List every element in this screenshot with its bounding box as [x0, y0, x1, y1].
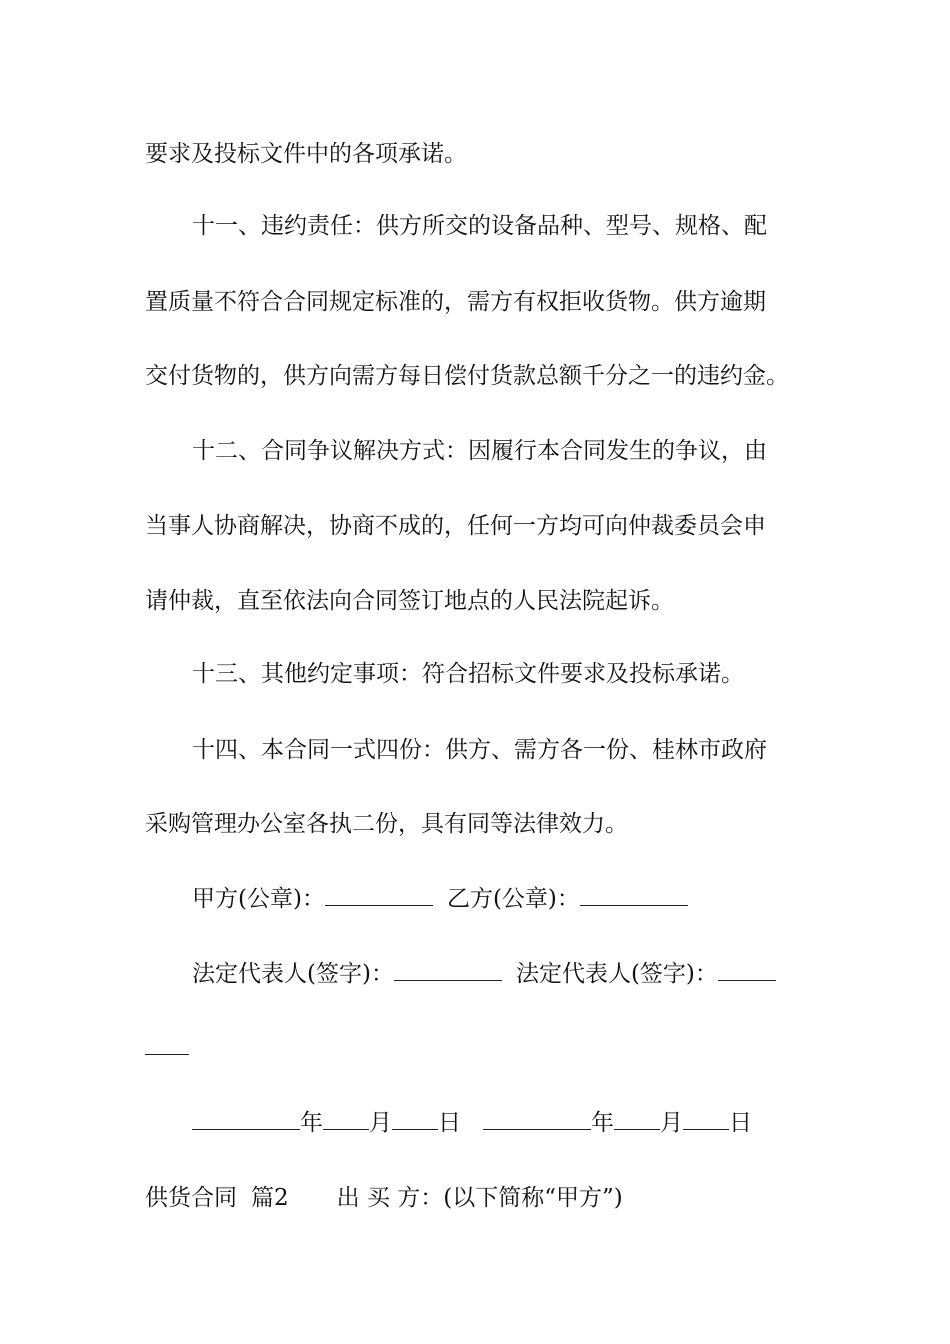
year-b-label: 年 [591, 1110, 614, 1136]
paragraph-line: 请仲裁，直至依法向合同签订地点的人民法院起诉。 [145, 588, 674, 614]
rep-a-label: 法定代表人(签字)： [192, 961, 394, 987]
month-a-label: 月 [369, 1110, 392, 1136]
party-a-seal-label: 甲方(公章)： [192, 886, 325, 912]
clause-12-line: 十二、合同争议解决方式：因履行本合同发生的争议，由 [192, 438, 767, 464]
clause-13-line: 十三、其他约定事项：符合招标文件要求及投标承诺。 [192, 661, 744, 687]
day-b-label: 日 [729, 1110, 752, 1136]
rep-b-blank-continued-row [145, 1032, 810, 1064]
day-a-blank[interactable] [392, 1107, 438, 1130]
representative-row [192, 958, 810, 990]
clause-11-line: 十一、违约责任：供方所交的设备品种、型号、规格、配 [192, 213, 767, 239]
seller-note: (以下简称“甲方”) [443, 1185, 623, 1211]
day-a-label: 日 [438, 1110, 461, 1136]
year-a-label: 年 [300, 1110, 323, 1136]
seal-row [192, 883, 810, 915]
paragraph-line: 采购管理办公室各执二份，具有同等法律效力。 [145, 811, 628, 837]
section-label: 篇2 [251, 1185, 289, 1211]
month-b-label: 月 [660, 1110, 683, 1136]
paragraph-line: 当事人协商解决，协商不成的，任何一方均可向仲裁委员会申 [145, 513, 766, 539]
party-b-seal-label: 乙方(公章)： [446, 886, 580, 912]
party-b-seal-blank[interactable] [580, 883, 688, 906]
contract-title: 供货合同 [145, 1185, 237, 1211]
rep-b-blank-continued[interactable] [145, 1032, 189, 1055]
day-b-blank[interactable] [683, 1107, 729, 1130]
clause-14-line: 十四、本合同一式四份：供方、需方各一份、桂林市政府 [192, 737, 767, 763]
month-a-blank[interactable] [323, 1107, 369, 1130]
seller-label: 出 买 方： [336, 1185, 444, 1211]
party-a-seal-blank[interactable] [325, 883, 433, 906]
month-b-blank[interactable] [614, 1107, 660, 1130]
paragraph-line: 交付货物的，供方向需方每日偿付货款总额千分之一的违约金。 [145, 363, 789, 389]
rep-b-label: 法定代表人(签字)： [515, 961, 718, 987]
rep-b-blank[interactable] [718, 958, 776, 981]
date-row [192, 1107, 810, 1139]
rep-a-blank[interactable] [394, 958, 502, 981]
paragraph-line: 要求及投标文件中的各项承诺。 [145, 141, 467, 167]
paragraph-line: 置质量不符合合同规定标准的，需方有权拒收货物。供方逾期 [145, 289, 766, 315]
year-b-blank[interactable] [483, 1107, 591, 1130]
next-contract-heading [145, 1182, 810, 1214]
year-a-blank[interactable] [192, 1107, 300, 1130]
